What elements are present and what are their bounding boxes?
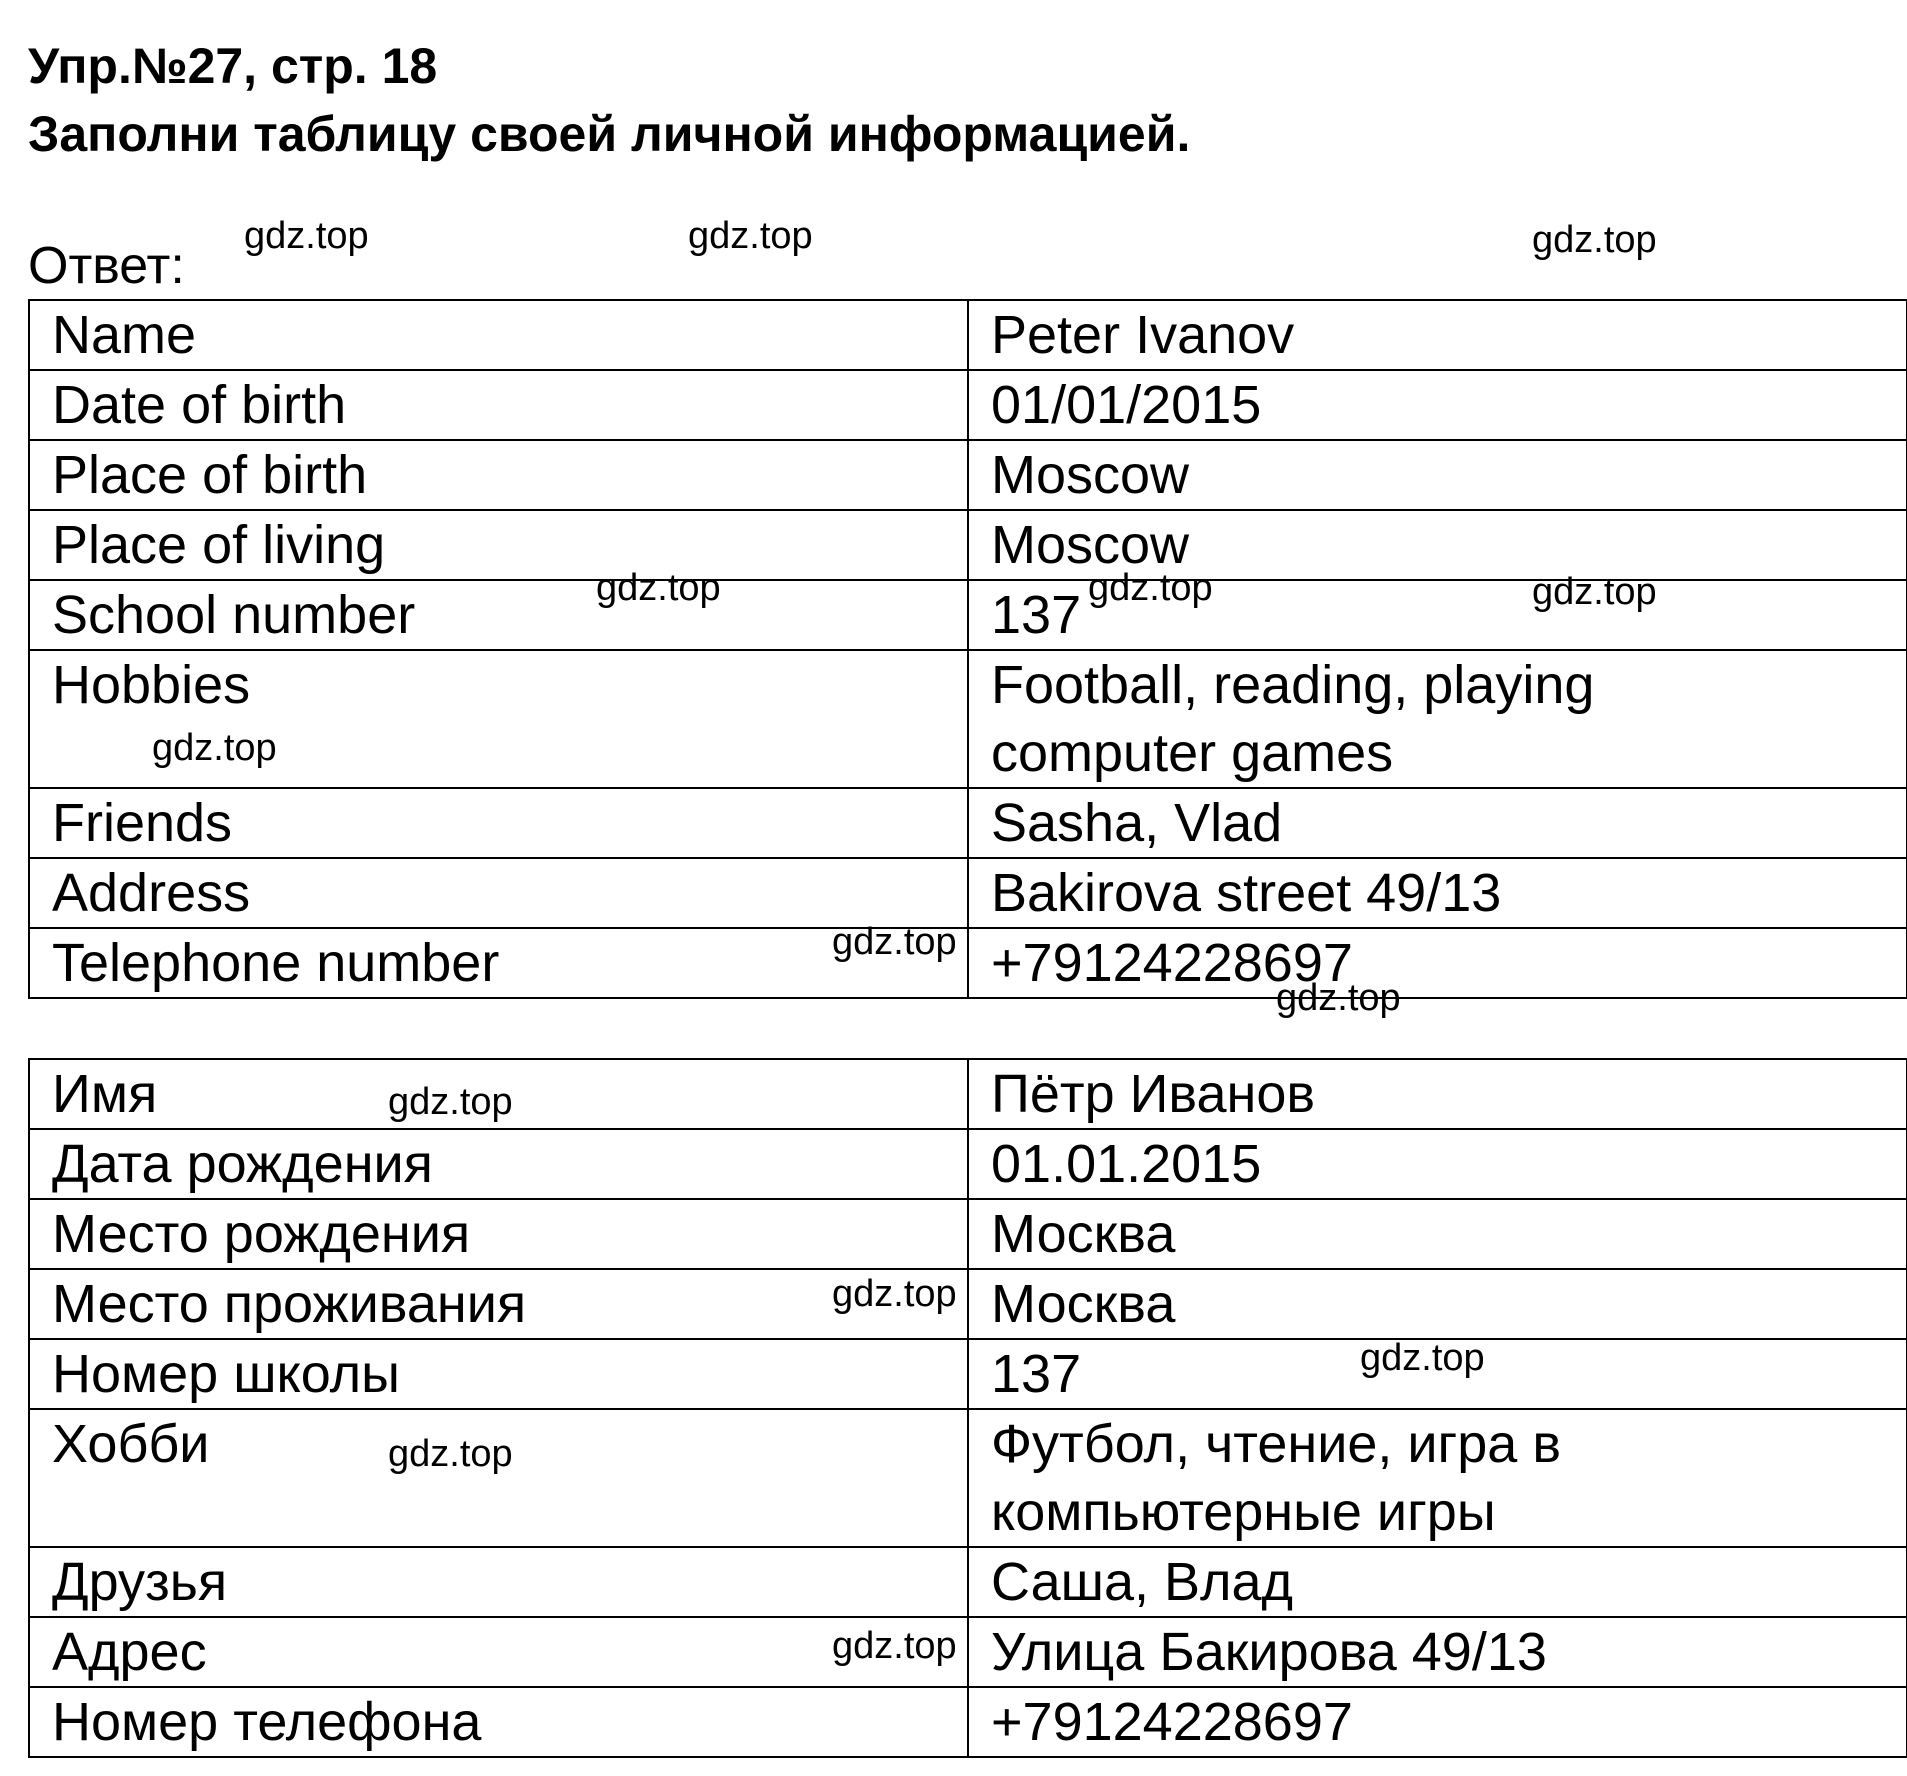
row-label: Place of birth	[29, 440, 968, 510]
watermark: gdz.top	[1088, 567, 1213, 609]
watermark: gdz.top	[688, 215, 813, 257]
exercise-title: Упр.№27, стр. 18	[28, 38, 438, 94]
row-value: Москва	[968, 1269, 1907, 1339]
row-value: 01/01/2015	[968, 370, 1907, 440]
table-row	[29, 1547, 1907, 1617]
table-row	[29, 440, 1907, 510]
table-row	[29, 1409, 1907, 1547]
row-value: Москва	[968, 1199, 1907, 1269]
row-value: Улица Бакирова 49/13	[968, 1617, 1907, 1687]
table-row	[29, 650, 1907, 788]
table-row	[29, 1339, 1907, 1409]
row-label: Номер телефона	[29, 1687, 968, 1757]
watermark: gdz.top	[152, 727, 277, 769]
row-label: Имя	[29, 1059, 968, 1129]
instruction-text: Заполни таблицу своей личной информацией.	[28, 106, 1191, 162]
table-row	[29, 1129, 1907, 1199]
row-label: Место проживания	[29, 1269, 968, 1339]
table-row	[29, 1617, 1907, 1687]
table-row	[29, 1199, 1907, 1269]
row-value: Moscow	[968, 440, 1907, 510]
row-label: Друзья	[29, 1547, 968, 1617]
row-value: 137	[968, 580, 1907, 650]
watermark: gdz.top	[832, 1625, 957, 1667]
row-value: Саша, Влад	[968, 1547, 1907, 1617]
watermark: gdz.top	[596, 567, 721, 609]
row-label: Номер школы	[29, 1339, 968, 1409]
row-label: Hobbies	[29, 650, 968, 788]
row-label: Address	[29, 858, 968, 928]
row-value: +79124228697	[968, 928, 1907, 998]
row-label: Friends	[29, 788, 968, 858]
watermark: gdz.top	[1360, 1337, 1485, 1379]
row-label: School number	[29, 580, 968, 650]
row-label: Дата рождения	[29, 1129, 968, 1199]
row-label: Date of birth	[29, 370, 968, 440]
table-row	[29, 1269, 1907, 1339]
russian-info-table	[28, 1058, 1907, 1758]
row-label: Место рождения	[29, 1199, 968, 1269]
table-row	[29, 370, 1907, 440]
watermark: gdz.top	[388, 1433, 513, 1475]
row-value: Футбол, чтение, игра в компьютерные игры	[968, 1409, 1907, 1547]
table-row	[29, 858, 1907, 928]
row-value: 01.01.2015	[968, 1129, 1907, 1199]
watermark: gdz.top	[1276, 977, 1401, 1019]
row-label: Telephone number	[29, 928, 968, 998]
table-row	[29, 1687, 1907, 1757]
english-info-table	[28, 299, 1907, 999]
row-label: Хобби	[29, 1409, 968, 1547]
watermark: gdz.top	[1532, 219, 1657, 261]
table-row	[29, 788, 1907, 858]
row-value: Sasha, Vlad	[968, 788, 1907, 858]
row-value: +79124228697	[968, 1687, 1907, 1757]
row-label: Адрес	[29, 1617, 968, 1687]
table-row	[29, 300, 1907, 370]
table-row	[29, 928, 1907, 998]
row-label: Name	[29, 300, 968, 370]
row-value: Пётр Иванов	[968, 1059, 1907, 1129]
answer-label: Ответ:	[28, 237, 185, 295]
watermark: gdz.top	[832, 1273, 957, 1315]
row-value: Football, reading, playing computer games	[968, 650, 1907, 788]
watermark: gdz.top	[1532, 571, 1657, 613]
watermark: gdz.top	[244, 215, 369, 257]
row-value: Peter Ivanov	[968, 300, 1907, 370]
watermark: gdz.top	[388, 1081, 513, 1123]
row-value: 137	[968, 1339, 1907, 1409]
row-label: Place of living	[29, 510, 968, 580]
watermark: gdz.top	[832, 921, 957, 963]
table-row	[29, 1059, 1907, 1129]
row-value: Bakirova street 49/13	[968, 858, 1907, 928]
row-value: Moscow	[968, 510, 1907, 580]
